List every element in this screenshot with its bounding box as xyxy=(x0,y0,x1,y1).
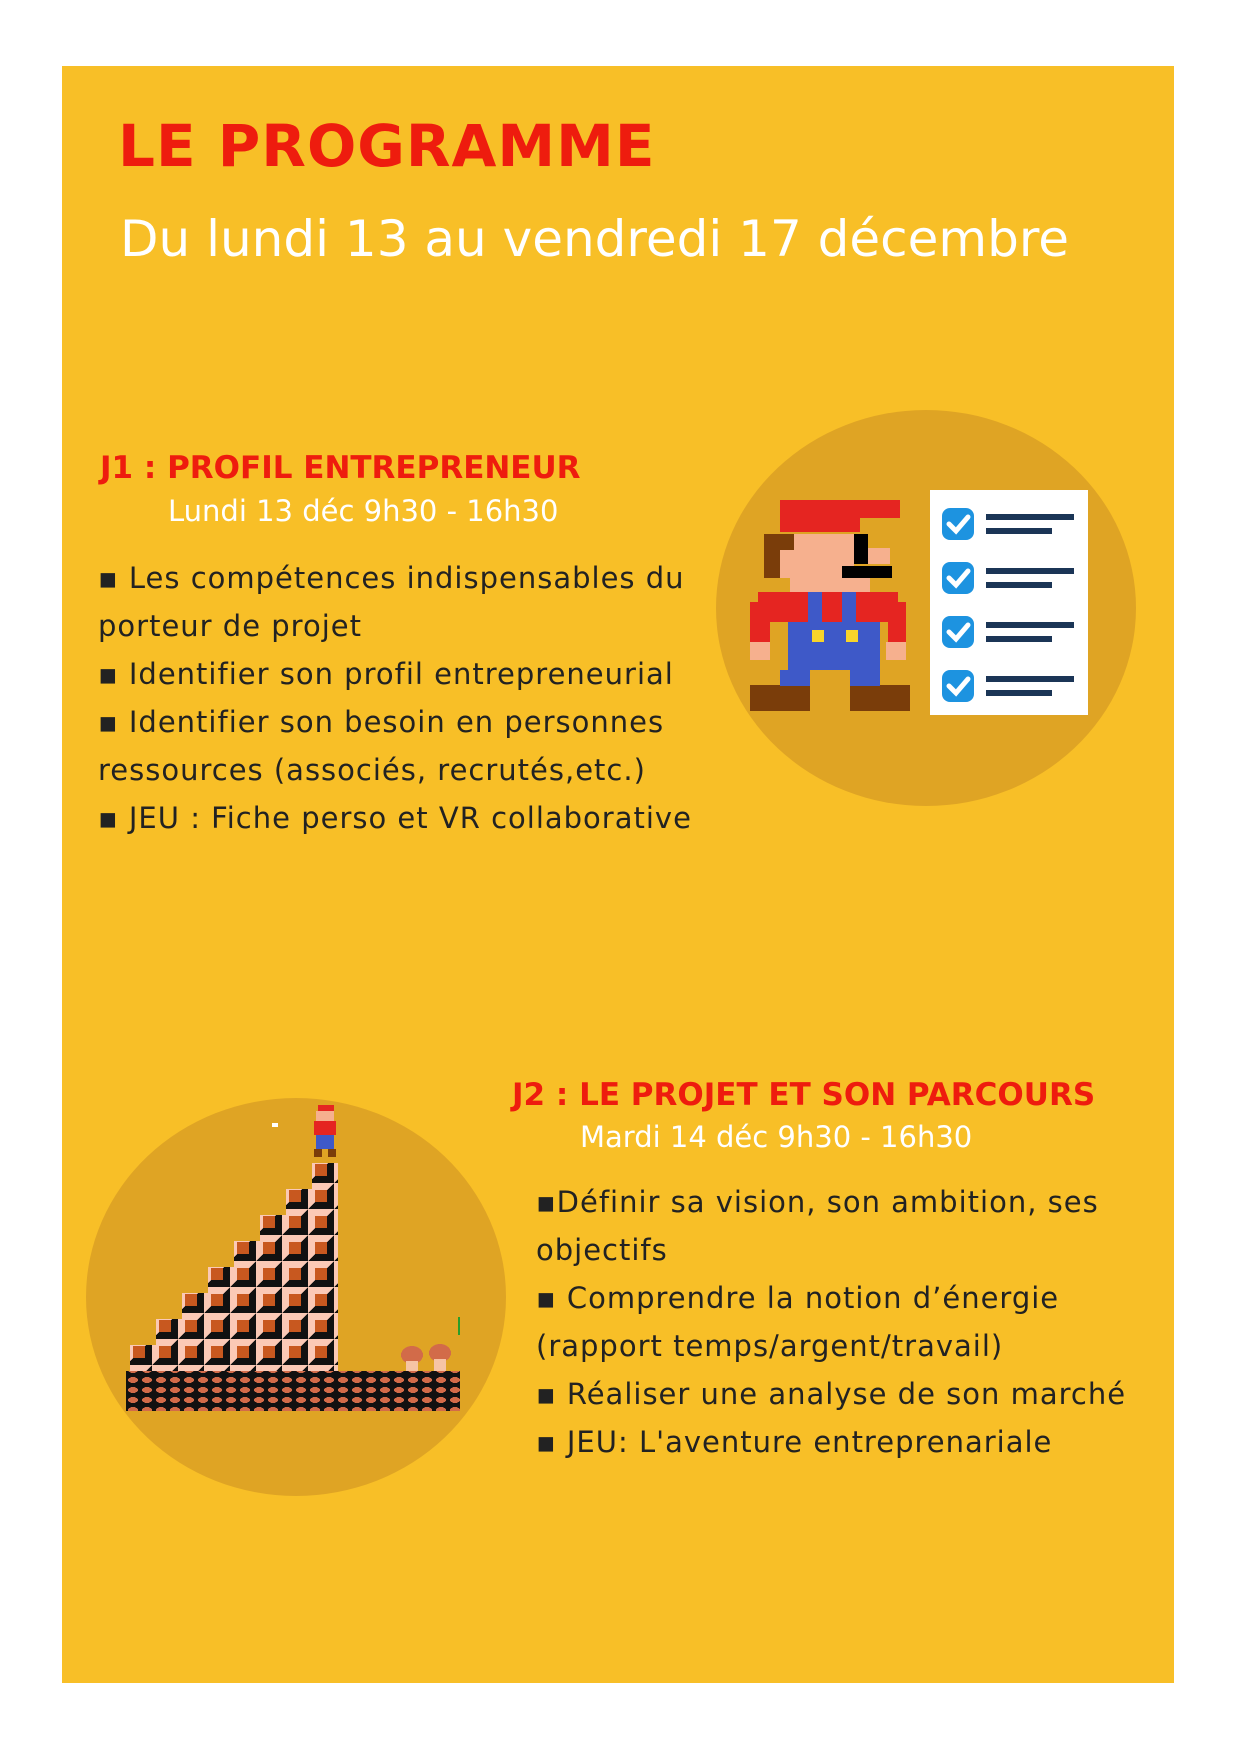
day-1-title: J1 : PROFIL ENTREPRENEUR xyxy=(100,450,581,486)
list-item: (rapport temps/argent/travail) xyxy=(536,1329,1004,1363)
day-1-bullets xyxy=(98,554,692,842)
mario-staircase-icon xyxy=(126,1105,462,1411)
list-item: ▪ Identifier son profil entrepreneurial xyxy=(98,657,674,691)
day-2-bullets xyxy=(536,1178,1126,1466)
day-1-time: Lundi 13 déc 9h30 - 16h30 xyxy=(168,494,559,528)
day-2-title: J2 : LE PROJET ET SON PARCOURS xyxy=(512,1077,1096,1113)
page-title: LE PROGRAMME xyxy=(118,112,656,180)
goomba-sprite xyxy=(401,1344,451,1371)
mario-checklist-icon xyxy=(750,490,1090,720)
day-2-time: Mardi 14 déc 9h30 - 16h30 xyxy=(580,1120,973,1154)
list-item: ▪ JEU: L'aventure entreprenariale xyxy=(536,1425,1053,1459)
list-item: ▪Définir sa vision, son ambition, ses xyxy=(536,1185,1099,1219)
list-item: ressources (associés, recrutés,etc.) xyxy=(98,753,646,787)
list-item: porteur de projet xyxy=(98,609,362,643)
page-subtitle: Du lundi 13 au vendredi 17 décembre xyxy=(120,210,1070,268)
list-item: ▪ Identifier son besoin en personnes xyxy=(98,705,665,739)
mario-sprite xyxy=(750,500,910,711)
list-item: objectifs xyxy=(536,1233,668,1267)
mario-sprite xyxy=(314,1105,336,1157)
list-item: ▪ Comprendre la notion d’énergie xyxy=(536,1281,1060,1315)
list-item: ▪ Les compétences indispensables du xyxy=(98,561,685,595)
list-item: ▪ JEU : Fiche perso et VR collaborative xyxy=(98,801,692,835)
list-item: ▪ Réaliser une analyse de son marché xyxy=(536,1377,1127,1411)
checklist-icon xyxy=(930,490,1088,715)
